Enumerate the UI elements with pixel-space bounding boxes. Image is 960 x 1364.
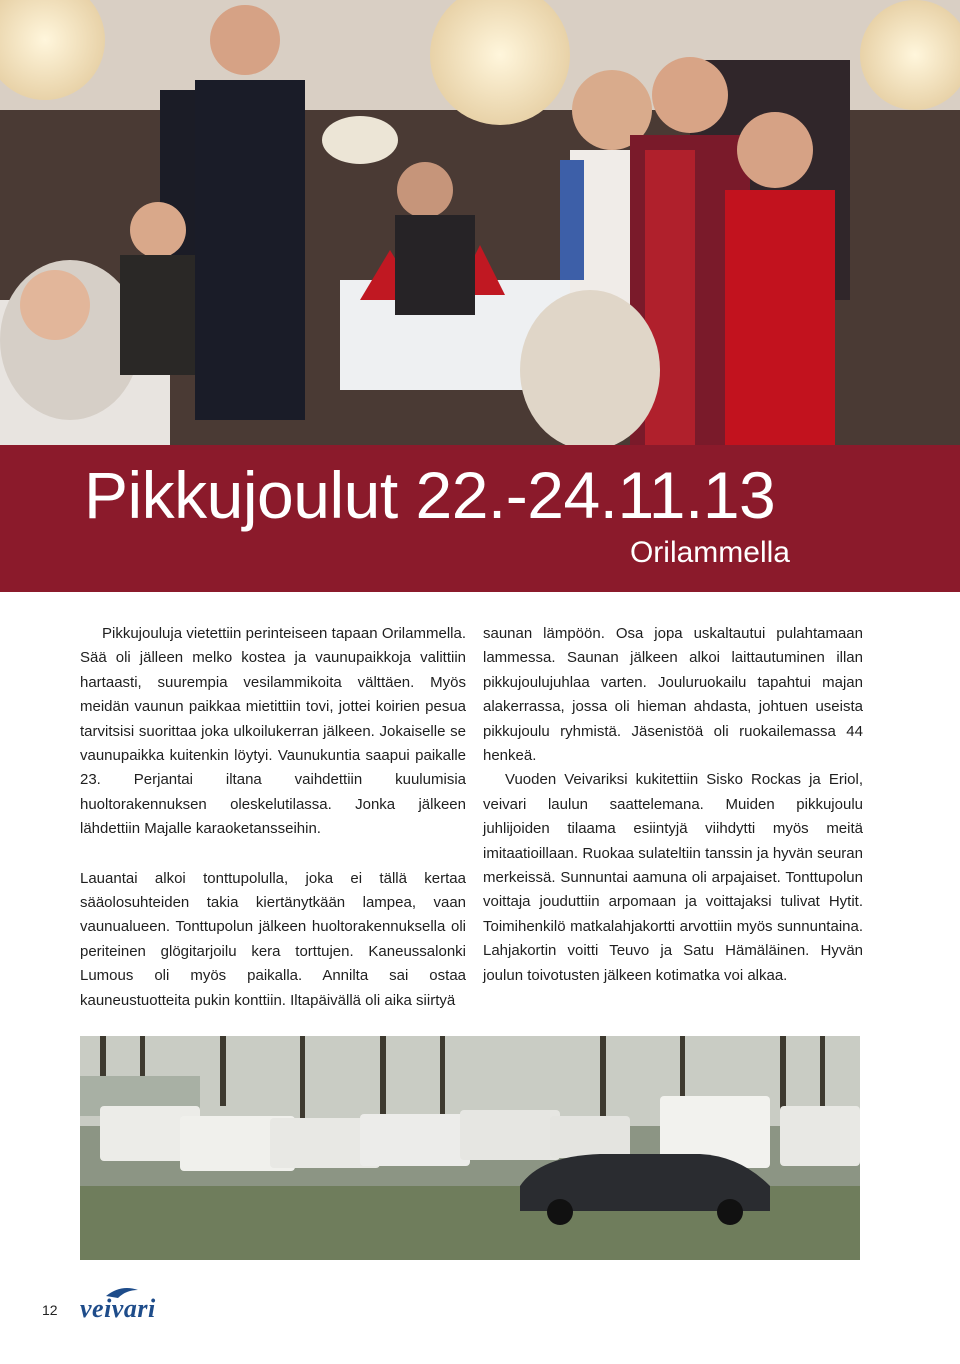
paragraph: Lauantai alkoi tonttupolulla, joka ei tällä kertaa sääolosuhteiden takia kiertänytkään lampea, vaan vaunualueen. Tonttupolun jälkeen huoltorakennuksella oli periteinen glögitarjoilu kera torttujen. Kaneussalonki Lumous oli myös paikalla. Annilta sai ostaa kauneustuotteita pukin konttiin. Iltapäivällä oli aika siirtyä [80, 869, 466, 1009]
caravan-area-photo [80, 1036, 860, 1260]
page-subtitle: Orilammella [629, 536, 790, 569]
article-right-column [483, 622, 863, 988]
page-title: Pikkujoulut 22.-24.11.13 [84, 458, 776, 532]
paragraph: Pikkujouluja vietettiin perinteiseen tapaan Orilammella. Sää oli jälleen melko kostea ja vaunupaikkoja valittiin hartaasti, suurempia vesilammikoita välttäen. Myös meidän vaunun paikkaa mietittiin tovi, jottei koirien pesua tarvitsisi suorittaa joka ulkoilukerran jälkeen. Jokaiselle se vaunupaikka kuitenkin löytyi. Vaunukuntia saapui paikalle 23. Perjantai iltana vaihdettiin kuulumisia huoltorakennuksen oleskelutilassa. Jonka jälkeen lähdettiin Majalle karaoketansseihin. [80, 625, 466, 838]
paragraph: saunan lämpöön. Osa jopa uskaltautui pulahtamaan lammessa. Saunan jälkeen alkoi laittautuminen illan pikkujoulujuhlaa varten. Jouluruokailu tapahtui majan alakerrassa, jossa oli hieman ahdasta, johtuen useista pikkujoulu ryhmistä. Jäsenistöä oli ruokailemassa 44 henkeä. [483, 625, 863, 765]
party-photo [0, 0, 960, 445]
paragraph: Vuoden Veivariksi kukitettiin Sisko Rockas ja Eriol, veivari laulun saattelemana. Muiden pikkujoulu juhlijoiden tilaama esiintyjä viihdytti myös meitä imitaatioillaan. Ruokaa sulateltiin tanssin ja hyvän seuran merkeissä. Sunnuntai aamuna oli arpajaiset. Tonttupolun voittaja jouduttiin arpomaan ja voittajaksi tulivat Hytit. Toimihenkilö matkalahjakortti arvottiin myös sunnuntaina. Lahjakortin voitti Teuvo ja Satu Hämäläinen. Hyvän joulun toivotusten jälkeen kotimatka voi alkaa. [483, 771, 863, 984]
page-number: 12 [42, 1302, 58, 1318]
article-left-column [80, 622, 466, 1013]
veivari-logo-text: veivari [80, 1294, 156, 1323]
